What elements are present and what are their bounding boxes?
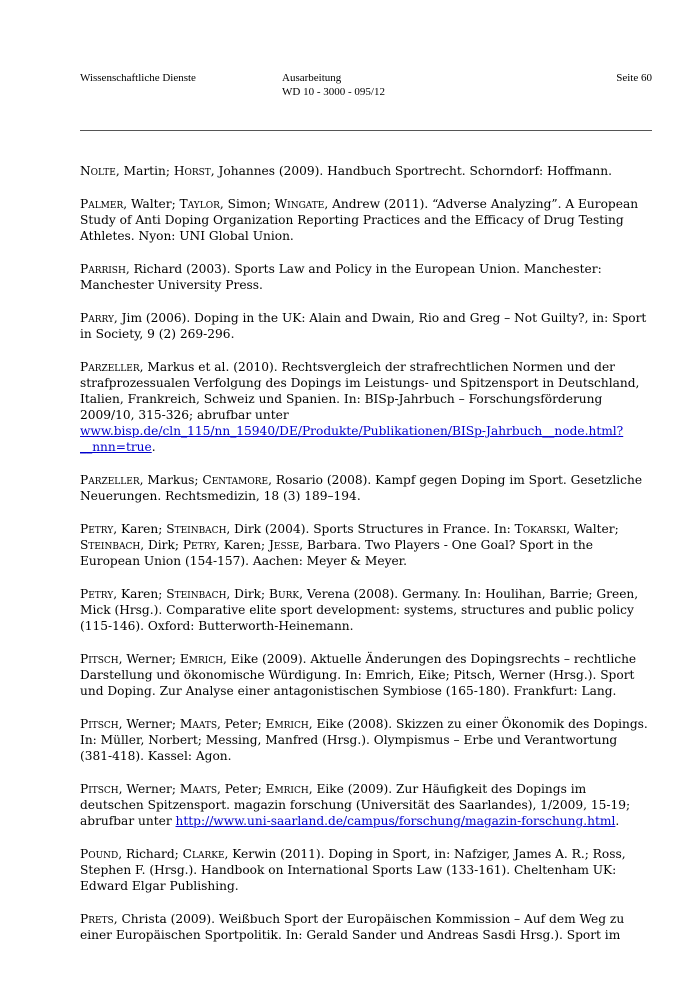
bibliography-entry xyxy=(80,586,652,634)
reference-text: , Jim (2006). Doping in the UK: Alain and Dwain, Rio and Greg – Not Guilty?, in: Sport in Society, 9 (2) 269-296. xyxy=(80,311,647,341)
reference-text: , Andrew (2011). “Adverse Analyzing”. A European Study of Anti Doping Organization Reporting Practices and the Efficacy of Drug Testing Athletes. Nyon: UNI Global Union. xyxy=(80,197,639,243)
reference-text: , Peter; xyxy=(217,717,266,731)
reference-text: , Karen; xyxy=(113,522,167,536)
bibliography-entry xyxy=(80,472,652,504)
reference-text: , Karen; xyxy=(113,587,167,601)
author-surname: Palmer xyxy=(80,197,124,211)
header-divider xyxy=(80,130,652,131)
header-doc-number: WD 10 - 3000 - 095/12 xyxy=(282,86,385,98)
reference-text: , Werner; xyxy=(118,652,180,666)
author-surname: Tokarski xyxy=(514,522,567,536)
bibliography-entry xyxy=(80,911,652,943)
author-surname: Petry xyxy=(80,522,114,536)
author-surname: Prets xyxy=(80,912,114,926)
bibliography-entry xyxy=(80,163,652,179)
author-surname: Jesse xyxy=(269,538,300,552)
header-doc-type: Ausarbeitung xyxy=(282,72,342,84)
reference-text: , Dirk (2004). Sports Structures in France. In: xyxy=(226,522,515,536)
author-surname: Emrich xyxy=(265,782,309,796)
author-surname: Petry xyxy=(80,587,114,601)
reference-text: , Richard; xyxy=(118,847,183,861)
header-document-info xyxy=(282,71,385,99)
author-surname: Steinbach xyxy=(166,522,227,536)
author-surname: Petry xyxy=(182,538,217,552)
bibliography-entry xyxy=(80,310,652,342)
reference-text: , Johannes (2009). Handbuch Sportrecht. Schorndorf: Hoffmann. xyxy=(210,164,612,178)
author-surname: Nolte xyxy=(80,164,116,178)
author-surname: Parry xyxy=(80,311,114,325)
author-surname: Maats xyxy=(179,782,218,796)
reference-text: , Karen; xyxy=(216,538,270,552)
author-surname: Centamore xyxy=(202,473,269,487)
reference-text: , Eike (2009). Aktuelle Änderungen des Dopingsrechts – rechtliche Darstellung und ökonomische Würdigung. In: Emrich, Eike; Pitsch, Werner (Hrsg.). Sport und Doping. Zur Analyse einer antagonistischen Symbiose (165-180). Frankfurt: Lang. xyxy=(80,652,637,698)
reference-text: , Kerwin (2011). Doping in Sport, in: Nafziger, James A. R.; Ross, Stephen F. (Hrsg.). Handbook on International Sports Law (133-161). Cheltenham UK: Edward Elgar Publishing. xyxy=(80,847,626,893)
reference-text: , Werner; xyxy=(118,717,180,731)
bibliography-entry xyxy=(80,651,652,699)
header-department: Wissenschaftliche Dienste xyxy=(80,72,196,84)
bibliography-entry xyxy=(80,261,652,293)
author-surname: Wingate xyxy=(274,197,325,211)
author-surname: Horst xyxy=(173,164,211,178)
reference-text: , Walter; xyxy=(566,522,619,536)
reference-text: , Dirk; xyxy=(140,538,183,552)
bibliography-entry xyxy=(80,716,652,764)
reference-text: , Eike (2008). Skizzen zu einer Ökonomik des Dopings. In: Müller, Norbert; Messing, Manfred (Hrsg.). Olympismus – Erbe und Verantwortung (381-418). Kassel: Agon. xyxy=(80,717,648,763)
author-surname: Maats xyxy=(179,717,218,731)
author-surname: Burk xyxy=(269,587,300,601)
reference-text: , Dirk; xyxy=(226,587,270,601)
bibliography-entry xyxy=(80,359,652,455)
header-page-number: Seite 60 xyxy=(616,72,652,84)
reference-text: , Rosario (2008). Kampf gegen Doping im Sport. Gesetzliche Neuerungen. Rechtsmedizin, 18 (3) 189–194. xyxy=(80,473,643,503)
page-header xyxy=(80,71,652,111)
reference-text: , Martin; xyxy=(115,164,174,178)
bibliography-entry xyxy=(80,521,652,569)
bibliography-entry xyxy=(80,781,652,829)
author-surname: Parzeller xyxy=(80,360,140,374)
author-surname: Emrich xyxy=(179,652,224,666)
author-surname: Pound xyxy=(80,847,119,861)
author-surname: Taylor xyxy=(179,197,220,211)
reference-text: . xyxy=(615,814,620,828)
reference-text: , Simon; xyxy=(219,197,275,211)
bibliography-list xyxy=(80,163,652,960)
author-surname: Emrich xyxy=(265,717,309,731)
bibliography-entry xyxy=(80,196,652,244)
reference-link[interactable]: http://www.uni-saarland.de/campus/forschung/magazin-forschung.html xyxy=(175,814,616,828)
reference-text: , Eike (2009). Zur Häufigkeit des Dopings im deutschen Spitzensport. magazin forschung (Universität des Saarlandes), 1/2009, 15-19; abrufbar unter xyxy=(80,782,631,828)
reference-text: , Verena (2008). Germany. In: Houlihan, Barrie; Green, Mick (Hrsg.). Comparative elite sport development: systems, structures and public policy (115-146). Oxford: Butterworth-Heinemann. xyxy=(80,587,639,633)
reference-text: , Markus; xyxy=(139,473,203,487)
author-surname: Pitsch xyxy=(80,652,119,666)
reference-text: , Werner; xyxy=(118,782,180,796)
author-surname: Clarke xyxy=(182,847,225,861)
author-surname: Steinbach xyxy=(80,538,141,552)
reference-text: , Peter; xyxy=(217,782,266,796)
author-surname: Pitsch xyxy=(80,717,119,731)
reference-text: , Barbara. Two Players - One Goal? Sport in the European Union (154-157). Aachen: Meyer & Meyer. xyxy=(80,538,593,568)
author-surname: Parzeller xyxy=(80,473,140,487)
author-surname: Pitsch xyxy=(80,782,119,796)
reference-text: , Markus et al. (2010). Rechtsvergleich der strafrechtlichen Normen und der strafprozessualen Verfolgung des Dopings im Leistungs- und Spitzensport in Deutschland, Italien, Frankreich, Schweiz und Spanien. In: BISp-Jahrbuch – Forschungsförderung 2009/10, 315-326; abrufbar unter xyxy=(80,360,640,422)
bibliography-entry xyxy=(80,846,652,894)
author-surname: Steinbach xyxy=(166,587,227,601)
reference-text: , Richard (2003). Sports Law and Policy in the European Union. Manchester: Manchester University Press. xyxy=(80,262,602,292)
reference-text: , Christa (2009). Weißbuch Sport der Europäischen Kommission – Auf dem Weg zu einer Europäischen Sportpolitik. In: Gerald Sander und Andreas Sasdi Hrsg.). Sport im xyxy=(80,912,625,942)
reference-link[interactable]: www.bisp.de/cln_115/nn_15940/DE/Produkte/Publikationen/BISp-Jahrbuch__node.html?__nnn=true xyxy=(80,424,624,454)
reference-text: . xyxy=(151,440,156,454)
author-surname: Parrish xyxy=(80,262,126,276)
reference-text: , Walter; xyxy=(123,197,180,211)
